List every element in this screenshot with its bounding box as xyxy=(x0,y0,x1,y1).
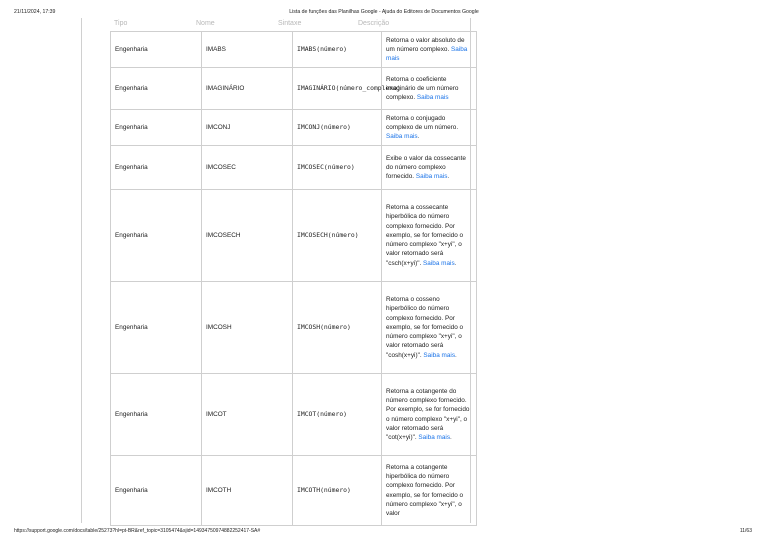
description-text: Retorna o coeficiente imaginário de um número complexo. xyxy=(386,75,459,102)
cell-name: IMCONJ xyxy=(202,110,293,146)
print-date: 21/11/2024, 17:39 xyxy=(14,9,56,15)
learn-more-link[interactable]: Saiba mais xyxy=(418,433,451,441)
cell-name: IMCOT xyxy=(202,374,293,456)
cell-description: Retorna o conjugado complexo de um número. Saiba mais. xyxy=(382,110,477,146)
functions-table xyxy=(110,31,477,526)
cell-syntax: IMAGINÁRIO(número_complexo) xyxy=(293,68,382,110)
table-header xyxy=(110,20,440,30)
column-header-type: Tipo xyxy=(114,20,128,27)
description-text: Retorna a cossecante hiperbólica do número complexo fornecido. Por exemplo, se for fornecido o número complexo "x+yi", o valor retornado será "csch(x+yi)". xyxy=(386,204,464,267)
description-text: Retorna o conjugado complexo de um número. xyxy=(386,114,459,131)
column-header-syntax: Sintaxe xyxy=(278,20,302,27)
cell-name: IMAGINÁRIO xyxy=(202,68,293,110)
table-row xyxy=(111,146,477,190)
description-text: Retorna a cotangente hiperbólica do número complexo fornecido. Por exemplo, se for fornecido o número complexo "x+yi", o valor xyxy=(386,463,464,517)
learn-more-link[interactable]: Saiba mais xyxy=(423,351,456,359)
cell-name: IMABS xyxy=(202,32,293,68)
cell-description: Retorna a cossecante hiperbólica do número complexo fornecido. Por exemplo, se for fornecido o número complexo "x+yi", o valor retornado será "csch(x+yi)". Saiba mais. xyxy=(382,190,477,282)
cell-type: Engenharia xyxy=(111,110,202,146)
description-text: Exibe o valor da cossecante do número complexo fornecido. xyxy=(386,154,466,181)
cell-description xyxy=(382,68,477,110)
cell-description: Retorna o cosseno hiperbólico do número complexo fornecido. Por exemplo, se for fornecido o número complexo "x+yi", o valor retornado será "cosh(x+yi)". Saiba mais. xyxy=(382,282,477,374)
column-header-description: Descrição xyxy=(358,20,390,27)
cell-syntax: IMCOSECH(número) xyxy=(293,190,382,282)
table-row xyxy=(111,68,477,110)
cell-syntax: IMABS(número) xyxy=(293,32,382,68)
cell-name: IMCOSECH xyxy=(202,190,293,282)
cell-name: IMCOSH xyxy=(202,282,293,374)
description-text: Retorna o valor absoluto de um número complexo. xyxy=(386,36,465,53)
cell-syntax: IMCOSH(número) xyxy=(293,282,382,374)
cell-name: IMCOTH xyxy=(202,456,293,526)
cell-description: Exibe o valor da cossecante do número complexo fornecido. Saiba mais. xyxy=(382,146,477,190)
cell-type: Engenharia xyxy=(111,68,202,110)
table-row xyxy=(111,190,477,282)
description-text: Retorna o cosseno hiperbólico do número complexo fornecido. Por exemplo, se for fornecido o número complexo "x+yi", o valor retornado será "cosh(x+yi)". xyxy=(386,296,464,359)
page-number: 11/63 xyxy=(739,528,752,534)
learn-more-link[interactable]: Saiba mais xyxy=(415,173,448,181)
page-url: https://support.google.com/docs/table/25273?hl=pt-BR&ref_topic=3105474&sjid=14934750974882252417-SA# xyxy=(14,528,261,534)
cell-type: Engenharia xyxy=(111,456,202,526)
table-row xyxy=(111,32,477,68)
cell-syntax: IMCOSEC(número) xyxy=(293,146,382,190)
document-title: Lista de funções das Planilhas Google - Ajuda do Editores de Documentos Google xyxy=(289,9,479,15)
learn-more-link[interactable]: Saiba mais xyxy=(386,133,418,141)
cell-type: Engenharia xyxy=(111,32,202,68)
cell-description: Retorna a cotangente do número complexo fornecido. Por exemplo, se for fornecido o número complexo "x+yi", o valor retornado será "cot(x+yi)". Saiba mais. xyxy=(382,374,477,456)
table-row xyxy=(111,374,477,456)
table-row xyxy=(111,282,477,374)
cell-name: IMCOSEC xyxy=(202,146,293,190)
left-divider xyxy=(81,18,82,523)
print-header xyxy=(0,9,768,19)
cell-syntax: IMCOTH(número) xyxy=(293,456,382,526)
print-footer xyxy=(0,528,768,538)
description-text: Retorna a cotangente do número complexo fornecido. Por exemplo, se for fornecido o número complexo "x+yi", o valor retornado será "cot(x+yi)". xyxy=(386,387,470,441)
cell-description xyxy=(382,456,477,526)
cell-type: Engenharia xyxy=(111,190,202,282)
cell-description xyxy=(382,32,477,68)
cell-type: Engenharia xyxy=(111,282,202,374)
learn-more-link[interactable]: Saiba mais xyxy=(416,94,449,102)
cell-syntax: IMCONJ(número) xyxy=(293,110,382,146)
learn-more-link[interactable]: Saiba mais xyxy=(386,45,468,63)
learn-more-link[interactable]: Saiba mais xyxy=(423,259,455,267)
cell-type: Engenharia xyxy=(111,374,202,456)
cell-type: Engenharia xyxy=(111,146,202,190)
column-header-name: Nome xyxy=(196,20,215,27)
cell-syntax: IMCOT(número) xyxy=(293,374,382,456)
table-row xyxy=(111,110,477,146)
table-row xyxy=(111,456,477,526)
